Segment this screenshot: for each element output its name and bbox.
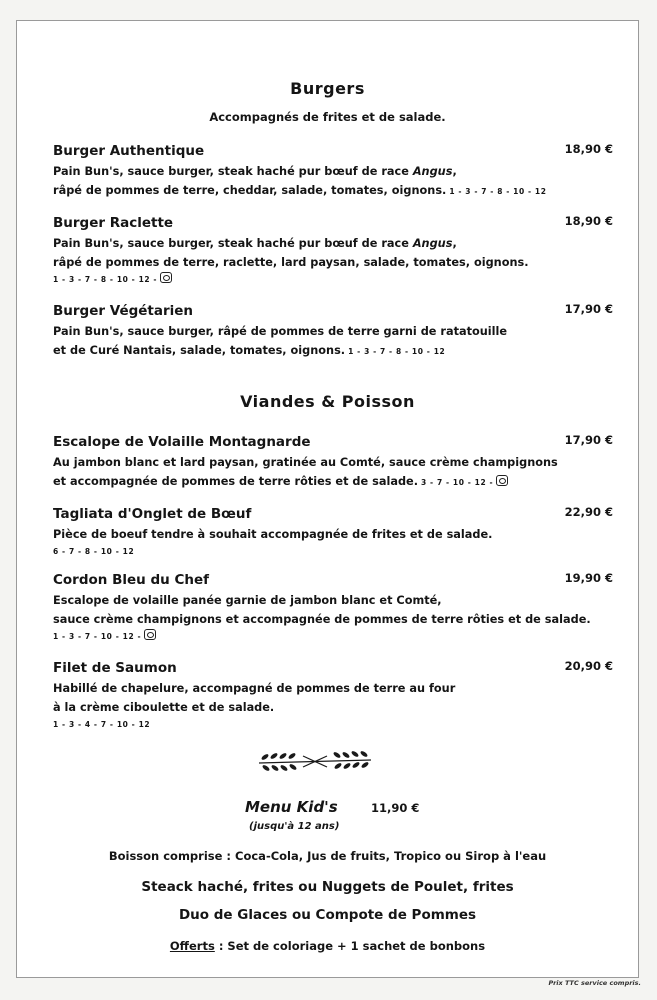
allergen-codes: 3 - 7 - 10 - 12 -	[421, 478, 494, 487]
laurel-ornament-icon	[255, 747, 375, 777]
kids-menu-price: 11,90 €	[371, 801, 420, 815]
item-description: Escalope de volaille panée garnie de jambon blanc et Comté,	[53, 594, 442, 607]
allergen-codes: 1 - 3 - 7 - 8 - 10 - 12	[348, 347, 446, 356]
allergen-codes: 1 - 3 - 7 - 10 - 12 -	[53, 629, 613, 645]
item-description: et de Curé Nantais, salade, tomates, oignons. 1 - 3 - 7 - 8 - 10 - 12	[53, 344, 446, 357]
menu-item	[53, 433, 613, 492]
item-name: Burger Raclette	[53, 215, 174, 231]
item-name: Tagliata d'Onglet de Bœuf	[53, 506, 252, 522]
burgers-subtitle: Accompagnés de frites et de salade.	[209, 110, 446, 124]
item-description: râpé de pommes de terre, cheddar, salade, tomates, oignons. 1 - 3 - 7 - 8 - 10 - 12	[53, 184, 547, 197]
burgers-title: Burgers	[290, 79, 365, 98]
offer-label: Offerts	[169, 939, 215, 953]
item-name: Cordon Bleu du Chef	[53, 572, 209, 588]
item-description: et accompagnée de pommes de terre rôties et de salade. 3 - 7 - 10 - 12 -	[53, 472, 613, 492]
offer-text: : Set de coloriage + 1 sachet de bonbons	[214, 939, 486, 953]
item-price: 19,90 €	[564, 571, 613, 585]
item-description: Pain Bun's, sauce burger, steak haché pur bœuf de race Angus,	[53, 165, 457, 178]
menu-item	[53, 571, 613, 645]
kids-menu-title: Menu Kid's	[245, 798, 338, 816]
item-name: Escalope de Volaille Montagnarde	[53, 434, 311, 450]
cheese-badge-icon	[496, 475, 508, 486]
allergen-codes: 1 - 3 - 4 - 7 - 10 - 12	[53, 720, 151, 729]
kids-drinks: Boisson comprise : Coca-Cola, Jus de fruits, Tropico ou Sirop à l'eau	[108, 849, 547, 863]
menu-page	[16, 20, 639, 978]
kids-dessert: Duo de Glaces ou Compote de Pommes	[178, 907, 477, 923]
allergen-codes: 6 - 7 - 8 - 10 - 12	[53, 547, 135, 556]
menu-item	[53, 142, 613, 201]
viandes-title: Viandes & Poisson	[240, 392, 415, 411]
item-description: sauce crème champignons et accompagnée de pommes de terre rôties et de salade.	[53, 613, 591, 626]
kids-offer	[17, 939, 638, 953]
item-name: Filet de Saumon	[53, 660, 177, 676]
menu-item	[53, 659, 613, 733]
cheese-badge-icon	[144, 629, 156, 640]
cheese-badge-icon	[160, 272, 172, 283]
item-description: Pain Bun's, sauce burger, râpé de pommes de terre garni de ratatouille	[53, 325, 508, 338]
kids-age-note: (jusqu'à 12 ans)	[249, 821, 340, 832]
allergen-codes: 1 - 3 - 7 - 8 - 10 - 12	[449, 187, 547, 196]
menu-item	[53, 214, 613, 288]
item-price: 20,90 €	[564, 659, 613, 673]
item-price: 22,90 €	[564, 505, 613, 519]
kids-main: Steack haché, frites ou Nuggets de Poulet, frites	[141, 879, 514, 895]
item-description: Habillé de chapelure, accompagné de pommes de terre au four	[53, 682, 456, 695]
allergen-codes: 1 - 3 - 7 - 8 - 10 - 12 -	[53, 272, 613, 288]
item-description: Au jambon blanc et lard paysan, gratinée au Comté, sauce crème champignons	[53, 456, 558, 469]
item-price: 17,90 €	[564, 433, 613, 447]
item-description: râpé de pommes de terre, raclette, lard paysan, salade, tomates, oignons.	[53, 256, 529, 269]
item-description: Pain Bun's, sauce burger, steak haché pur bœuf de race Angus,	[53, 237, 457, 250]
menu-item	[53, 302, 613, 361]
item-price: 18,90 €	[564, 142, 613, 156]
item-description: Pièce de boeuf tendre à souhait accompagnée de frites et de salade.	[53, 528, 493, 541]
item-name: Burger Végétarien	[53, 303, 194, 319]
item-price: 18,90 €	[564, 214, 613, 228]
item-price: 17,90 €	[564, 302, 613, 316]
item-name: Burger Authentique	[53, 143, 205, 159]
item-description: à la crème ciboulette et de salade.	[53, 701, 275, 714]
price-footnote: Prix TTC service compris.	[548, 979, 641, 987]
menu-item	[53, 505, 613, 560]
